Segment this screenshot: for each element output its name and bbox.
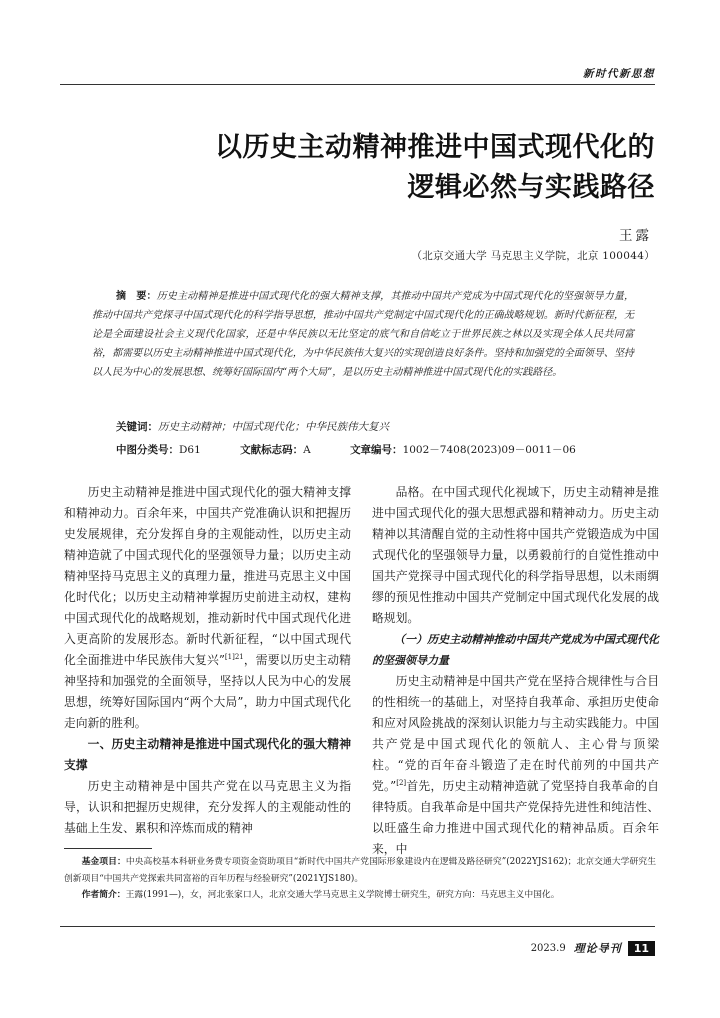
body-column-left (64, 482, 351, 839)
paragraph: 品格。在中国式现代化视域下，历史主动精神是推进中国式现代化的强大思想武器和精神动力。历史主动精神以其清醒自觉的主动性将中国共产党锻造成为中国式现代化的坚强领导力量，以勇毅前行的自觉性推动中国共产党探寻中国式现代化的科学指导思想，以未雨绸缪的预见性推动中国共产党制定中国式现代化发展的战略规划。 (372, 485, 659, 625)
citation[interactable]: [1]21 (224, 653, 244, 661)
author-bio-text: 王露(1991—)，女，河北张家口人，北京交通大学马克思主义学院博士研究生，研究方向：马克思主义中国化。 (125, 890, 560, 900)
author-bio-label: 作者简介： (81, 890, 126, 900)
doc-code-value: A (303, 444, 311, 456)
keywords-label: 关键词： (116, 421, 158, 433)
footer-divider (60, 926, 655, 927)
subsection-heading: （一）历史主动精神推动中国共产党成为中国式现代化的坚强领导力量 (372, 633, 659, 667)
article-no-label: 文章编号： (350, 444, 403, 456)
funding-label: 基金项目： (81, 857, 126, 867)
footnotes (64, 854, 656, 904)
author-name: 王露 (619, 228, 652, 244)
citation[interactable]: [2] (396, 779, 407, 787)
funding-note (64, 854, 656, 887)
author-affiliation: （北京交通大学 马克思主义学院，北京 100044） (411, 250, 655, 262)
abstract-label: 摘 要： (116, 291, 157, 302)
funding-text: 中央高校基本科研业务费专项资金资助项目“新时代中国共产党国际形象建设内在逻辑及路径研究”(2022YJS162)；北京交通大学研究生创新项目“中国共产党探索共同富裕的百年历程与经验研究”(2021YJS180)。 (64, 857, 656, 884)
keywords (116, 419, 389, 434)
column-name: 新时代新思想 (583, 68, 655, 80)
issue-number: 2023.9 (530, 942, 566, 954)
article-title (215, 128, 655, 208)
title-line-1: 以历史主动精神推进中国式现代化的 (215, 132, 655, 163)
title-line-2: 逻辑必然与实践路径 (407, 172, 655, 203)
paragraph: 历史主动精神是推进中国式现代化的强大精神支撑和精神动力。百余年来，中国共产党准确认识和把握历史发展规律，充分发挥自身的主观能动性，以历史主动精神造就了中国式现代化的坚强领导力量；以历史主动精神坚持马克思主义的真理力量，推进马克思主义中国化时代化；以历史主动精神掌握历史前进主动权，建构中国式现代化的战略规划，推动新时代中国式现代化进入更高阶的发展形态。新时代新征程，“以中国式现代化全面推进中华民族伟大复兴”$^{[1]21}$，需要以历史主动精神坚持和加强党的全面领导，坚持以人民为中心的发展思想，统筹好国际国内“两个大局”，助力中国式现代化走向新的胜利。 (64, 485, 351, 730)
page-number: 11 (628, 941, 655, 956)
clc-label: 中图分类号： (116, 444, 179, 456)
doc-code-label: 文献标志码： (240, 444, 304, 456)
body-column-right (372, 482, 659, 860)
clc-value: D61 (179, 444, 201, 456)
author-bio (64, 887, 656, 904)
running-header (60, 50, 655, 85)
classification-line (116, 442, 612, 457)
article-no-value: 1002－7408(2023)09－0011－06 (402, 444, 576, 456)
footnote-divider (64, 848, 152, 849)
section-heading-1: 一、历史主动精神是推进中国式现代化的强大精神支撑 (64, 737, 351, 772)
paragraph: 历史主动精神是中国共产党在以马克思主义为指导，认识和把握历史规律，充分发挥人的主观能动性的基础上生发、累积和淬炼而成的精神 (64, 779, 351, 835)
abstract (92, 287, 634, 382)
abstract-text: 历史主动精神是推进中国式现代化的强大精神支撑，其推动中国共产党成为中国式现代化的坚强领导力量，推动中国共产党探寻中国式现代化的科学指导思想，推动中国共产党制定中国式现代化的正确战略规划。新时代新征程，无论是全面建设社会主义现代化国家，还是中华民族以无比坚定的底气和自信屹立于世界民族之林以及实现全体人民共同富裕，都需要以历史主动精神推进中国式现代化，为中华民族伟大复兴的实现创造良好条件。坚持和加强党的全面领导、坚持以人民为中心的发展思想、统筹好国际国内“两个大局”，是以历史主动精神推进中国式现代化的实践路径。 (92, 291, 634, 378)
page-footer (531, 938, 655, 958)
keywords-text: 历史主动精神；中国式现代化；中华民族伟大复兴 (158, 421, 389, 433)
journal-name: 理论导刊 (573, 942, 622, 955)
paragraph: 历史主动精神是中国共产党在坚持合规律性与合目的性相统一的基础上，对坚持自我革命、承担历史使命和应对风险挑战的深刻认识能力与主动实践能力。中国共产党是中国式现代化的领航人、主心骨与顶梁柱。“党的百年奋斗锻造了走在时代前列的中国共产党。”[2]首先，历史主动精神造就了党坚持自我革命的自律特质。自我革命是中国共产党保持先进性和纯洁性、以旺盛生命力推进中国式现代化的精神品质。百余年来，中 (372, 674, 659, 856)
